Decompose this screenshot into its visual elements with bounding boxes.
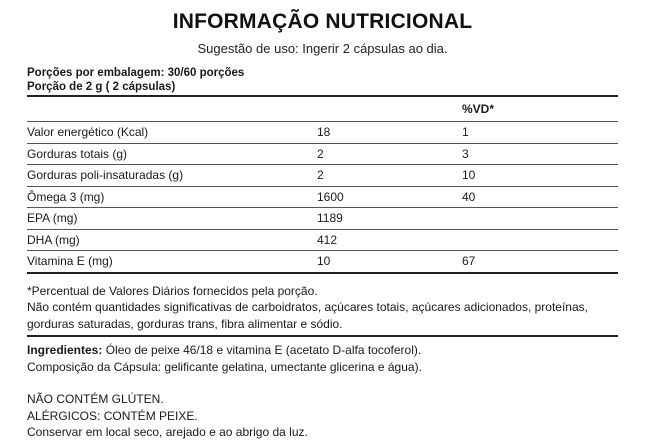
table-row [27,208,618,230]
nutrient-vd: 67 [462,251,618,273]
page-title: INFORMAÇÃO NUTRICIONAL [172,10,473,33]
table-row [27,165,618,187]
nutrient-qty: 1600 [317,186,462,208]
table-row [27,186,618,208]
allergen-section [27,391,618,441]
header-qty-cell [317,97,462,122]
header-vd: %VD* [462,97,618,122]
nutrient-name: Vitamina E (mg) [27,251,317,273]
nutrient-vd: 3 [462,143,618,165]
nutrient-qty: 2 [317,143,462,165]
usage-suggestion: Sugestão de uso: Ingerir 2 cápsulas ao dia. [197,41,448,56]
nutrient-name: Valor energético (Kcal) [27,122,317,144]
nutrient-name: Ômega 3 (mg) [27,186,317,208]
header-name-cell [27,97,317,122]
nutrient-qty: 2 [317,165,462,187]
footnotes [27,283,618,333]
allergen-statement: ALÉRGICOS: CONTÉM PEIXE. [27,408,198,423]
nutrient-vd [462,208,618,230]
portion-size: Porção de 2 g ( 2 cápsulas) [27,81,176,93]
nutrition-panel [27,66,618,439]
footnote-not-significant-cont: gorduras saturadas, gorduras trans, fibra alimentar e sódio. [27,316,343,331]
gluten-statement: NÃO CONTÉM GLÚTEN. [27,392,164,406]
nutrient-qty: 18 [317,122,462,144]
divider [27,335,618,337]
nutrient-name: EPA (mg) [27,208,317,230]
storage-instructions: Conservar em local seco, arejado e ao abrigo da luz. [27,425,308,439]
ingredients-section [27,342,618,375]
nutrient-vd [462,229,618,251]
nutrient-vd: 40 [462,186,618,208]
nutrition-table [27,97,618,274]
nutrient-qty: 412 [317,229,462,251]
servings-info [27,66,618,94]
ingredients-line [27,342,618,359]
nutrient-vd: 1 [462,122,618,144]
footnote-vd: *Percentual de Valores Diários fornecidos pela porção. [27,283,318,298]
nutrient-qty: 1189 [317,208,462,230]
table-row [27,122,618,144]
table-header-row [27,97,618,122]
nutrient-vd: 10 [462,165,618,187]
ingredients-label: Ingredientes: [27,343,103,357]
capsule-composition: Composição da Cápsula: gelificante gelatina, umectante glicerina e água). [27,359,422,374]
table-row [27,229,618,251]
table-row [27,251,618,273]
nutrient-name: Gorduras poli-insaturadas (g) [27,165,317,187]
nutrient-name: Gorduras totais (g) [27,143,317,165]
ingredients-text: Óleo de peixe 46/18 e vitamina E (acetato D-alfa tocoferol). [102,343,422,357]
footnote-not-significant: Não contém quantidades significativas de carboidratos, açúcares totais, açúcares adicionados, proteínas, [27,300,588,314]
table-row [27,143,618,165]
nutrient-qty: 10 [317,251,462,273]
nutrient-name: DHA (mg) [27,229,317,251]
servings-per-package: Porções por embalagem: 30/60 porções [27,67,245,79]
